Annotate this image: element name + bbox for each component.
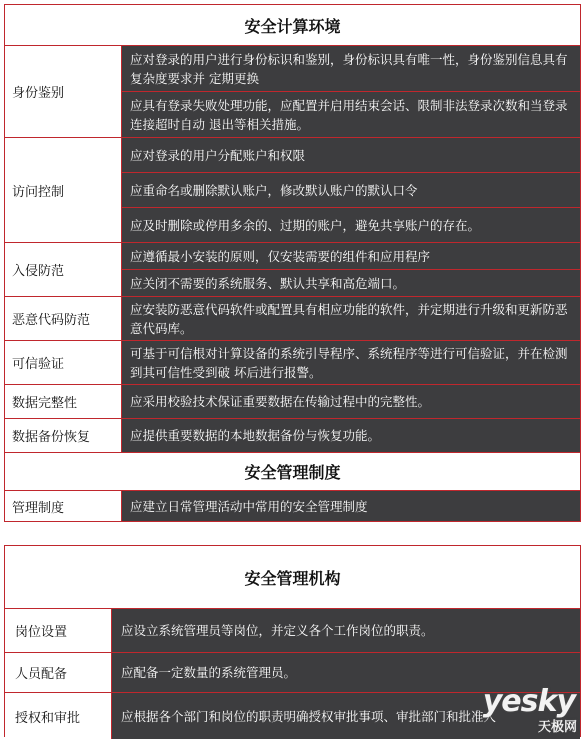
row-label: 数据完整性 (5, 385, 122, 418)
row-item: 应遵循最小安装的原则，仅安装需要的组件和应用程序 (122, 243, 580, 270)
row-label: 岗位设置 (5, 609, 112, 652)
table-row (5, 243, 580, 297)
row-item: 应设立系统管理员等岗位，并定义各个工作岗位的职责。 (112, 609, 580, 652)
table-row (5, 385, 580, 419)
row-label: 恶意代码防范 (5, 297, 122, 340)
table-row (5, 609, 580, 653)
table-row (5, 341, 580, 385)
table-row (5, 491, 580, 521)
row-item: 应具有登录失败处理功能，应配置并启用结束会话、限制非法登录次数和当登录连接超时自动 退出等相关措施。 (122, 92, 580, 137)
row-item: 应根据各个部门和岗位的职责明确授权审批事项、审批部门和批准人 (112, 693, 580, 739)
row-item: 应安装防恶意代码软件或配置具有相应功能的软件，并定期进行升级和更新防恶意代码库。 (122, 297, 580, 340)
watermark-subtitle: 天极网 (537, 720, 577, 735)
row-item: 应采用校验技术保证重要数据在传输过程中的完整性。 (122, 385, 580, 418)
row-label: 可信验证 (5, 341, 122, 384)
row-item: 应提供重要数据的本地数据备份与恢复功能。 (122, 419, 580, 452)
section-title: 安全管理制度 (5, 453, 580, 491)
row-label: 人员配备 (5, 653, 112, 692)
table-title: 安全计算环境 (5, 5, 580, 46)
row-item: 应及时删除或停用多余的、过期的账户，避免共享账户的存在。 (122, 208, 580, 242)
row-label: 管理制度 (5, 491, 122, 521)
row-item: 应对登录的用户分配账户和权限 (122, 138, 580, 173)
row-item: 可基于可信根对计算设备的系统引导程序、系统程序等进行可信验证，并在检测到其可信性受到破 坏后进行报警。 (122, 341, 580, 384)
table-title: 安全管理机构 (5, 546, 580, 609)
row-item: 应对登录的用户进行身份标识和鉴别，身份标识具有唯一性，身份鉴别信息具有复杂度要求并 定期更换 (122, 46, 580, 92)
row-item: 应建立日常管理活动中常用的安全管理制度 (122, 491, 580, 521)
row-item: 应重命名或删除默认账户，修改默认账户的默认口令 (122, 173, 580, 208)
row-label: 身份鉴别 (5, 46, 122, 137)
row-label: 数据备份恢复 (5, 419, 122, 452)
row-item: 应关闭不需要的系统服务、默认共享和高危端口。 (122, 270, 580, 296)
security-computing-table (4, 4, 581, 522)
table-row (5, 297, 580, 341)
yesky-logo-watermark: yesky (482, 684, 575, 719)
table-row (5, 419, 580, 453)
row-label: 访问控制 (5, 138, 122, 242)
row-item: 应配备一定数量的系统管理员。 (112, 653, 580, 692)
row-label: 授权和审批 (5, 693, 112, 739)
table-row (5, 46, 580, 138)
row-label: 入侵防范 (5, 243, 122, 296)
table-row (5, 138, 580, 243)
